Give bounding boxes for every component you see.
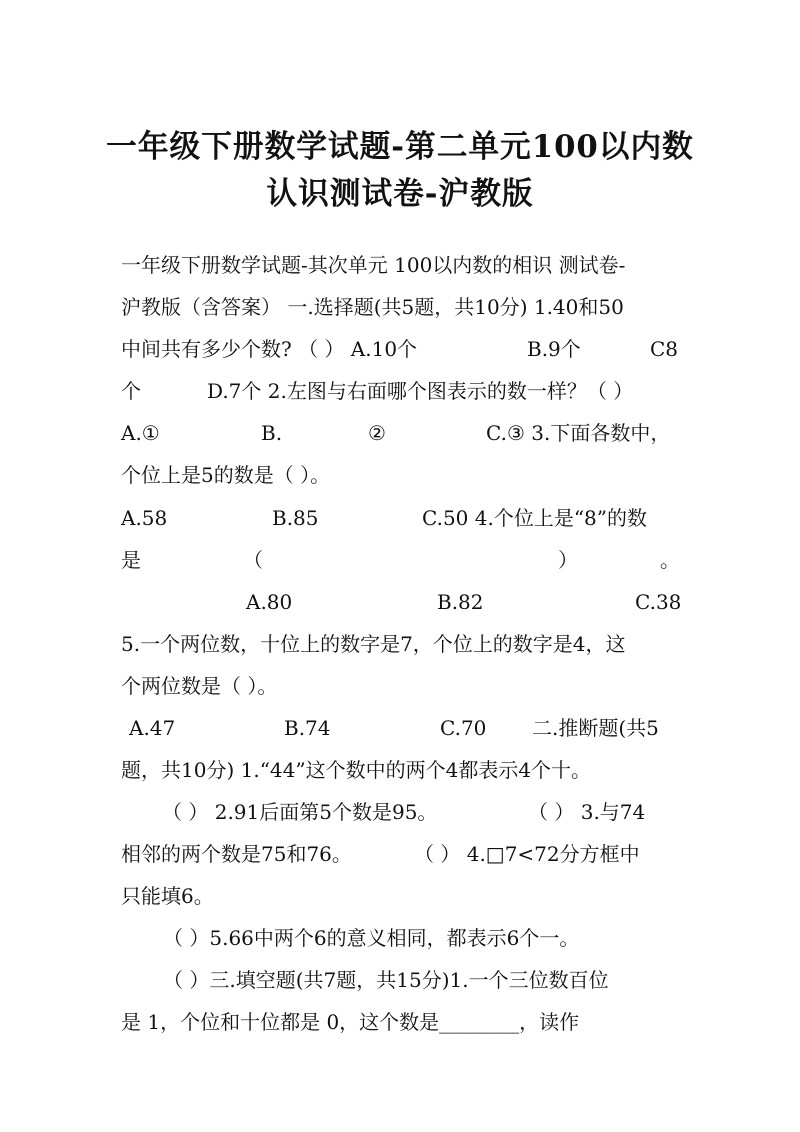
document-title-line-1: 一年级下册数学试题-第二单元100以内数 — [106, 129, 694, 165]
body-line: （ ） 4.□7<72分方框中 — [414, 842, 640, 866]
body-line: 5.一个两位数，十位上的数字是7，个位上的数字是4，这 — [121, 632, 626, 656]
body-line: 相邻的两个数是75和76。 — [121, 842, 352, 866]
body-line: D.7个 2.左图与右面哪个图表示的数一样？（ ） — [207, 379, 634, 403]
body-line: A.80 — [246, 590, 293, 614]
body-line: （ ）三.填空题(共7题，共15分)1.一个三位数百位 — [163, 968, 609, 992]
body-line: （ ）5.66中两个6的意义相同，都表示6个一。 — [163, 926, 580, 950]
body-line: ） — [558, 548, 578, 572]
body-line: 个位上是5的数是（ ）。 — [121, 463, 331, 487]
body-line: C.③ 3.下面各数中， — [486, 421, 671, 445]
body-line: 中间共有多少个数? （ ） A.10个 — [121, 337, 418, 361]
body-line: A.58 — [121, 506, 168, 530]
body-line: 是 1，个位和十位都是 0，这个数是________，读作 — [121, 1010, 580, 1034]
body-line: B.9个 — [527, 337, 581, 361]
body-line: （ ） 3.与74 — [528, 800, 646, 824]
document-title-line-2: 认识测试卷-沪教版 — [266, 176, 534, 212]
body-line: 题，共10分) 1.“44”这个数中的两个4都表示4个十。 — [121, 758, 592, 782]
body-line: 沪教版（含答案） 一.选择题(共5题，共10分) 1.40和50 — [121, 295, 624, 319]
body-line: 一年级下册数学试题-其次单元 100以内数的相识 测试卷- — [121, 253, 626, 277]
body-line: 二.推断题(共5 — [532, 716, 659, 740]
body-line: B.82 — [437, 590, 484, 614]
body-line: C8 — [650, 337, 679, 361]
body-line: 是 — [121, 548, 141, 572]
body-line: （ ） 2.91后面第5个数是95。 — [162, 800, 438, 824]
body-line: 只能填6。 — [121, 884, 214, 908]
body-line: B.85 — [272, 506, 319, 530]
body-line: A.① — [121, 421, 160, 445]
body-line: ② — [368, 421, 386, 445]
body-line: A.47 — [129, 716, 176, 740]
body-line: 。 — [660, 548, 680, 572]
body-line: 个两位数是（ ）。 — [121, 674, 278, 698]
body-line: C.50 4.个位上是“8”的数 — [422, 506, 648, 530]
body-line: B. — [261, 421, 283, 445]
body-line: （ — [243, 548, 263, 572]
body-line: C.38 — [635, 590, 682, 614]
body-line: B.74 — [284, 716, 331, 740]
body-line: 个 — [121, 379, 141, 403]
body-line: C.70 — [440, 716, 487, 740]
